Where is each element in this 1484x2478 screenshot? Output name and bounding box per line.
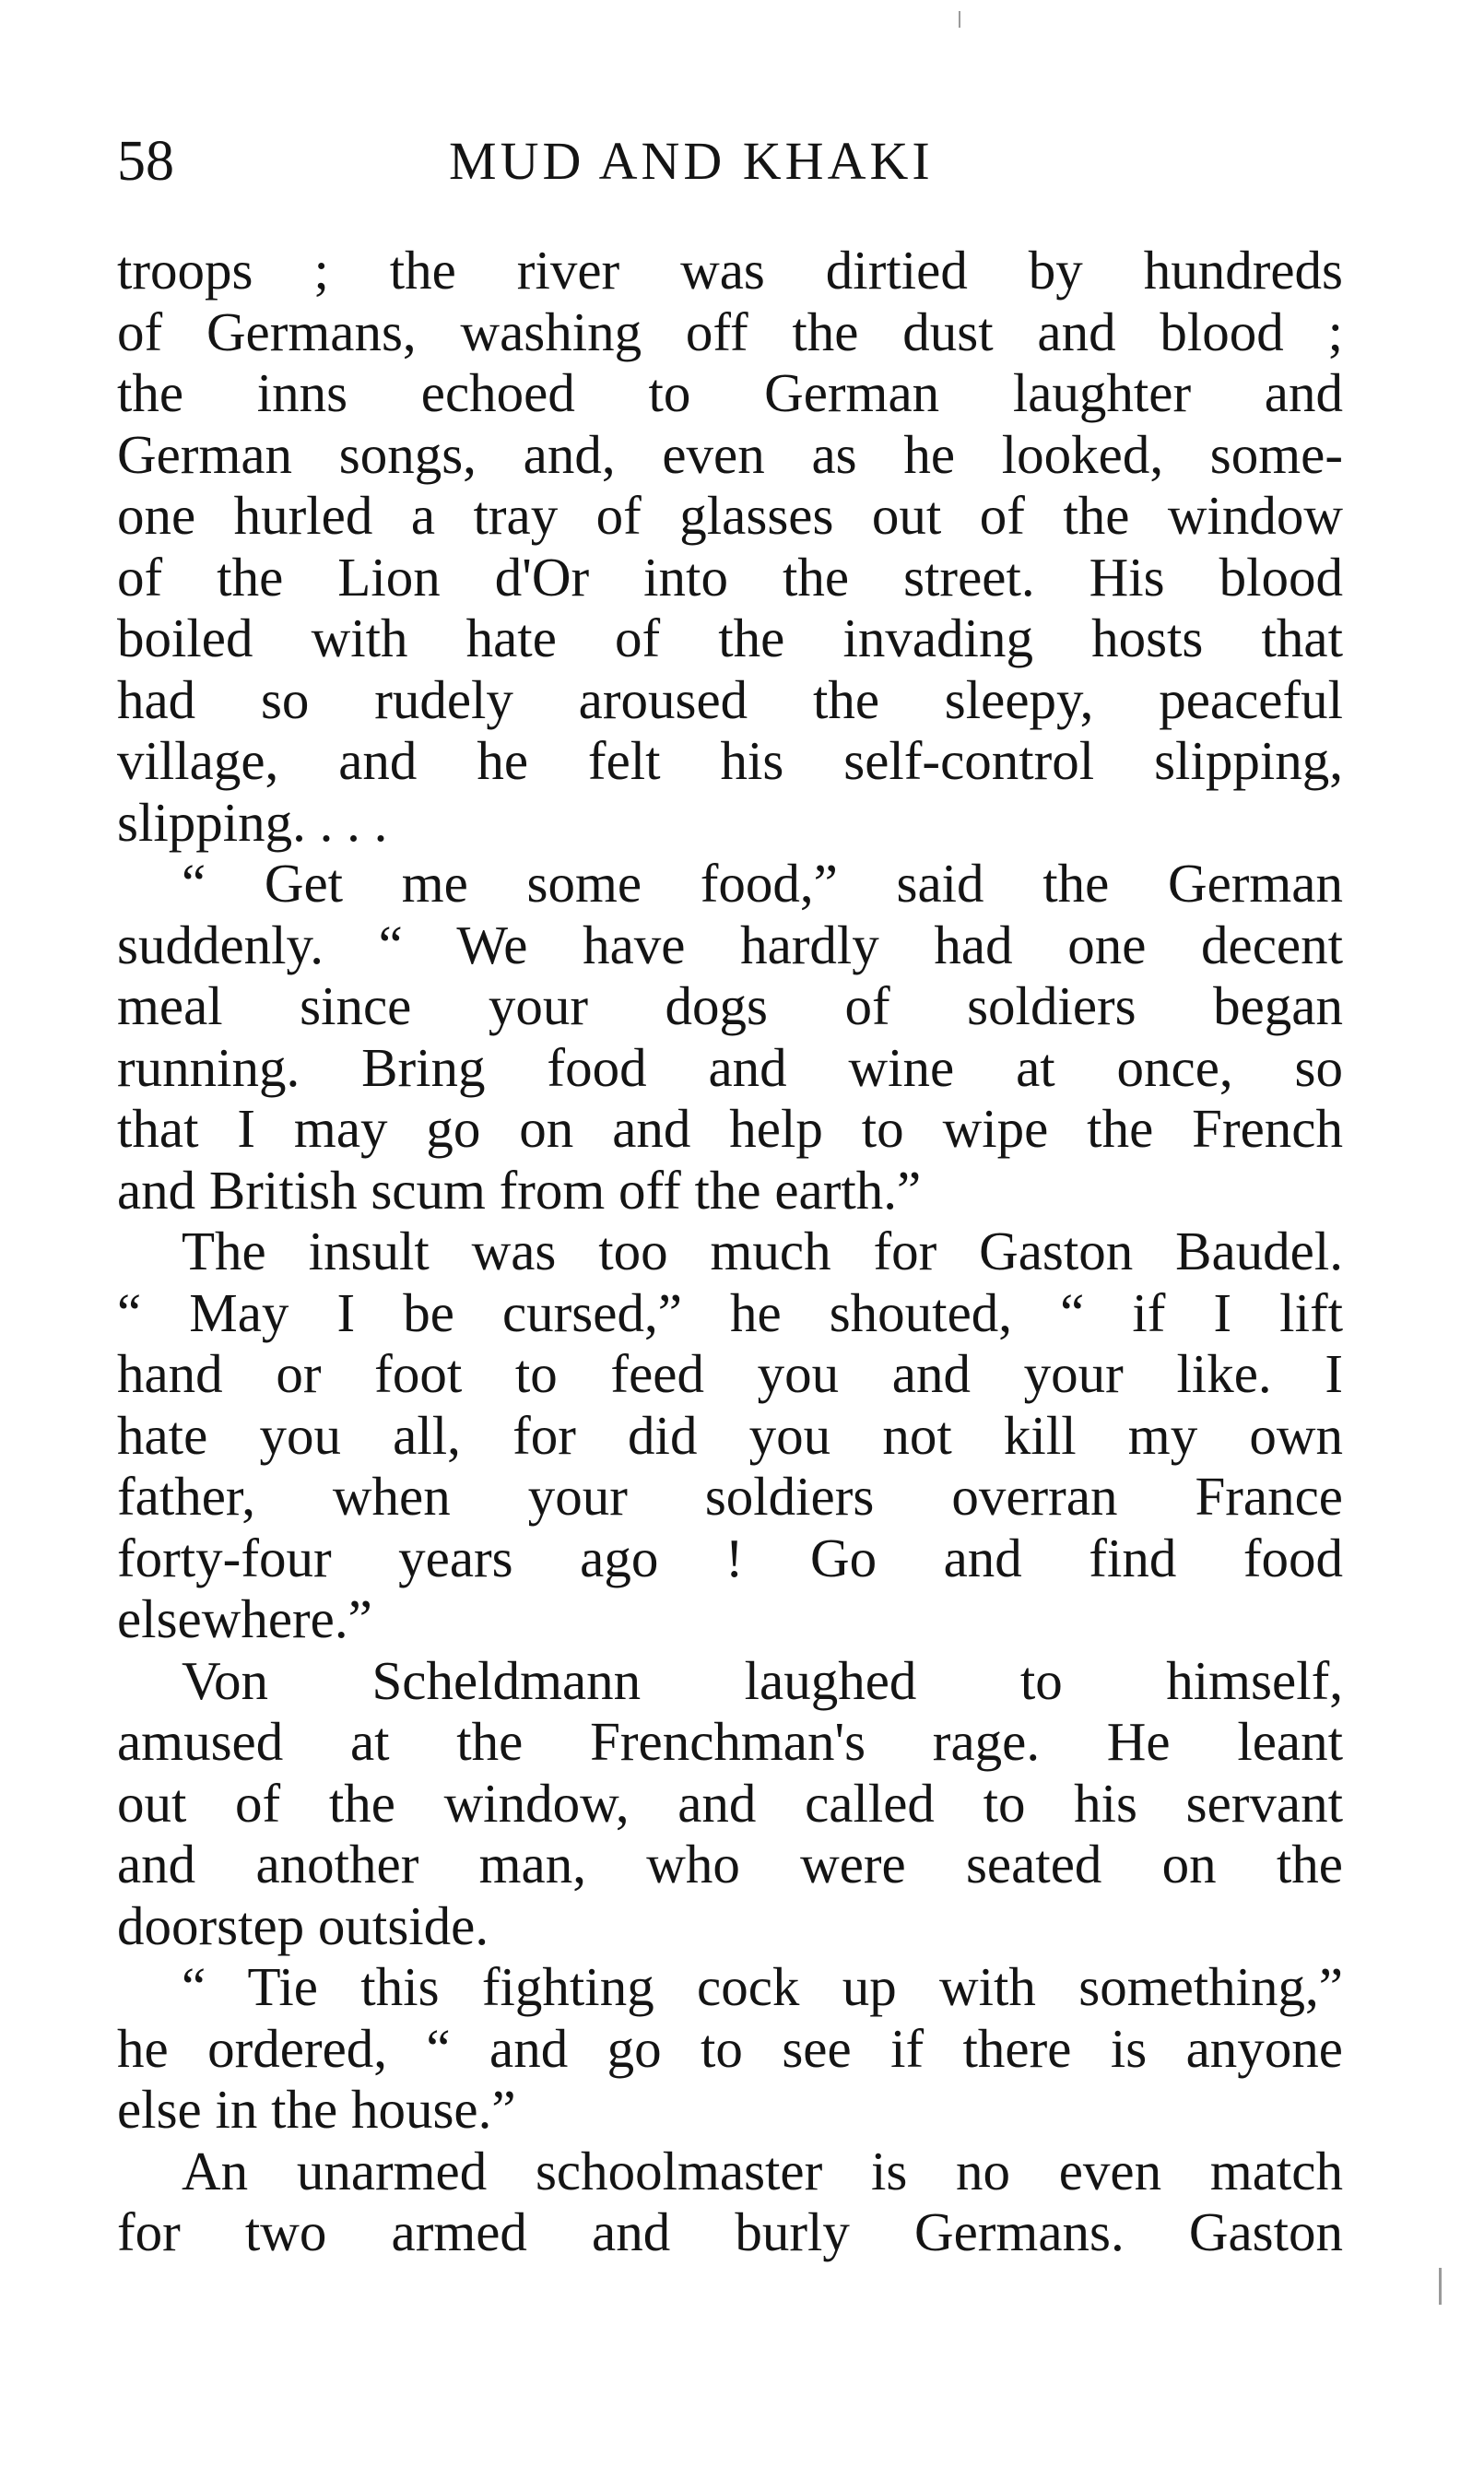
text-line: of the Lion d'Or into the street. His blood <box>117 546 1343 608</box>
text-line: meal since your dogs of soldiers began <box>117 975 1343 1036</box>
text-line: “ Get me some food,” said the German <box>182 853 1343 914</box>
text-line: that I may go on and help to wipe the French <box>117 1098 1343 1159</box>
text-line: and another man, who were seated on the <box>117 1834 1343 1894</box>
text-line: forty-four years ago ! Go and find food <box>117 1527 1343 1588</box>
text-line: An unarmed schoolmaster is no even match <box>182 2140 1343 2201</box>
text-line: the inns echoed to German laughter and <box>117 362 1343 423</box>
text-line: suddenly. “ We have hardly had one decent <box>117 914 1343 975</box>
text-line: out of the window, and called to his servant <box>117 1772 1343 1834</box>
text-line: one hurled a tray of glasses out of the window <box>117 485 1343 546</box>
text-line: “ Tie this fighting cock up with something,” <box>182 1956 1343 2017</box>
text-line: he ordered, “ and go to see if there is anyone <box>117 2017 1343 2079</box>
text-line: The insult was too much for Gaston Baudel. <box>182 1221 1343 1281</box>
text-line: slipping. . . . <box>117 791 388 853</box>
text-line: troops ; the river was dirtied by hundreds <box>117 240 1343 301</box>
text-line: elsewhere.” <box>117 1588 372 1649</box>
text-line: for two armed and burly Germans. Gaston <box>117 2201 1343 2262</box>
text-line: doorstep outside. <box>117 1894 489 1956</box>
text-line: of Germans, washing off the dust and blood ; <box>117 301 1343 362</box>
text-line: Von Scheldmann laughed to himself, <box>182 1649 1343 1711</box>
text-line: German songs, and, even as he looked, some- <box>117 423 1343 485</box>
text-line: hate you all, for did you not kill my own <box>117 1404 1343 1466</box>
text-line: and British scum from off the earth.” <box>117 1159 922 1221</box>
text-line: hand or foot to feed you and your like. I <box>117 1343 1343 1404</box>
text-line: running. Bring food and wine at once, so <box>117 1036 1343 1098</box>
text-line: amused at the Frenchman's rage. He leant <box>117 1711 1343 1772</box>
running-title: MUD AND KHAKI <box>449 131 934 191</box>
text-line: village, and he felt his self-control slipping, <box>117 730 1343 791</box>
text-line: had so rudely aroused the sleepy, peaceful <box>117 668 1343 730</box>
text-line: “ May I be cursed,” he shouted, “ if I lift <box>117 1281 1343 1343</box>
page-number: 58 <box>117 130 174 193</box>
page-header <box>117 129 1343 194</box>
scan-speck <box>1439 2268 1442 2305</box>
scan-speck <box>959 11 960 28</box>
text-line: father, when your soldiers overran France <box>117 1466 1343 1527</box>
text-line: boiled with hate of the invading hosts that <box>117 608 1343 668</box>
text-line: else in the house.” <box>117 2079 516 2140</box>
body-text <box>117 240 1343 2263</box>
